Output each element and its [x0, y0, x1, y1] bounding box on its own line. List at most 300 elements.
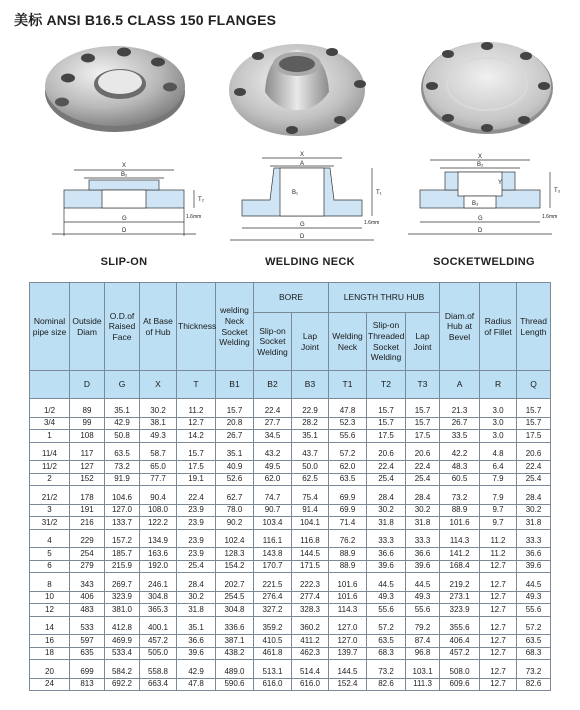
size-cell: 12 — [30, 604, 70, 617]
value-cell: 533.4 — [105, 647, 140, 660]
value-cell: 12.7 — [480, 604, 517, 617]
value-cell: 48.3 — [440, 461, 480, 474]
value-cell: 304.8 — [216, 604, 254, 617]
value-cell: 141.2 — [440, 548, 480, 561]
dim-x-label: X — [300, 152, 305, 158]
table-row — [30, 635, 551, 648]
value-cell: 62.0 — [329, 461, 367, 474]
value-cell: 12.7 — [480, 573, 517, 592]
value-cell: 31.8 — [517, 517, 551, 530]
value-cell: 219.2 — [440, 573, 480, 592]
code-cell: D — [70, 371, 105, 399]
header-bore: BORE — [254, 283, 329, 313]
value-cell: 44.5 — [406, 573, 440, 592]
code-cell: T — [177, 371, 216, 399]
value-cell: 73.2 — [105, 461, 140, 474]
value-cell: 76.2 — [329, 529, 367, 548]
header-outside: Outside Diam — [70, 283, 105, 371]
value-cell: 246.1 — [140, 573, 177, 592]
code-cell: T3 — [406, 371, 440, 399]
value-cell: 22.4 — [517, 461, 551, 474]
value-cell: 91.9 — [105, 473, 140, 486]
table-row — [30, 548, 551, 561]
value-cell: 42.9 — [177, 660, 216, 679]
value-cell: 75.4 — [292, 486, 329, 505]
header-base-hub: At Base of Hub — [140, 283, 177, 371]
value-cell: 215.9 — [105, 560, 140, 573]
value-cell: 813 — [70, 678, 105, 691]
value-cell: 39.6 — [406, 560, 440, 573]
value-cell: 489.0 — [216, 660, 254, 679]
value-cell: 12.7 — [480, 678, 517, 691]
dim-g-label: G — [300, 222, 305, 228]
value-cell: 171.5 — [292, 560, 329, 573]
value-cell: 22.4 — [177, 486, 216, 505]
code-cell: R — [480, 371, 517, 399]
value-cell: 254.5 — [216, 591, 254, 604]
value-cell: 108.0 — [140, 504, 177, 517]
code-cell: G — [105, 371, 140, 399]
table-row — [30, 616, 551, 635]
dim-d-label: D — [122, 228, 127, 234]
value-cell: 89 — [70, 399, 105, 418]
value-cell: 343 — [70, 573, 105, 592]
value-cell: 49.5 — [254, 461, 292, 474]
welding-neck-diagram — [222, 150, 398, 246]
value-cell: 127 — [70, 461, 105, 474]
value-cell: 25.4 — [367, 473, 406, 486]
value-cell: 14.2 — [177, 430, 216, 443]
header-welding-neck-socket: welding Neck Socket Welding — [216, 283, 254, 371]
value-cell: 127.0 — [329, 616, 367, 635]
dim-x-label: X — [122, 163, 127, 169]
header-raised: O.D.of Raised Face — [105, 283, 140, 371]
value-cell: 79.2 — [406, 616, 440, 635]
value-cell: 438.2 — [216, 647, 254, 660]
value-cell: 104.6 — [105, 486, 140, 505]
value-cell: 170.7 — [254, 560, 292, 573]
header-thickness: Thickness — [177, 283, 216, 371]
table-row — [30, 473, 551, 486]
table-row — [30, 517, 551, 530]
value-cell: 276.4 — [254, 591, 292, 604]
value-cell: 40.9 — [216, 461, 254, 474]
value-cell: 31.8 — [367, 517, 406, 530]
value-cell: 30.2 — [406, 504, 440, 517]
value-cell: 55.6 — [517, 604, 551, 617]
dim-fillet-label: 1.6mm — [364, 220, 380, 226]
size-cell: 3/4 — [30, 417, 70, 430]
value-cell: 202.7 — [216, 573, 254, 592]
code-cell: B1 — [216, 371, 254, 399]
value-cell: 20.6 — [367, 442, 406, 461]
value-cell: 483 — [70, 604, 105, 617]
header-slipon-threaded: Slip-on Threaded Socket Welding — [367, 313, 406, 371]
value-cell: 279 — [70, 560, 105, 573]
dim-x-label: X — [478, 154, 483, 160]
value-cell: 3.0 — [480, 430, 517, 443]
value-cell: 28.2 — [292, 417, 329, 430]
value-cell: 38.1 — [140, 417, 177, 430]
dim-d-label: D — [300, 234, 305, 240]
value-cell: 336.6 — [216, 616, 254, 635]
dim-fillet-label: 1.6mm — [186, 214, 202, 220]
code-cell: X — [140, 371, 177, 399]
value-cell: 108 — [70, 430, 105, 443]
value-cell: 15.7 — [177, 442, 216, 461]
code-blank — [30, 371, 70, 399]
value-cell: 117 — [70, 442, 105, 461]
value-cell: 133.7 — [105, 517, 140, 530]
value-cell: 44.5 — [367, 573, 406, 592]
value-cell: 411.2 — [292, 635, 329, 648]
value-cell: 144.5 — [292, 548, 329, 561]
value-cell: 63.5 — [517, 635, 551, 648]
value-cell: 17.5 — [406, 430, 440, 443]
value-cell: 122.2 — [140, 517, 177, 530]
value-cell: 513.1 — [254, 660, 292, 679]
value-cell: 60.5 — [440, 473, 480, 486]
value-cell: 47.8 — [177, 678, 216, 691]
size-cell: 1 — [30, 430, 70, 443]
value-cell: 533 — [70, 616, 105, 635]
value-cell: 73.2 — [517, 660, 551, 679]
value-cell: 15.7 — [517, 399, 551, 418]
value-cell: 104.1 — [292, 517, 329, 530]
value-cell: 7.9 — [480, 486, 517, 505]
value-cell: 62.5 — [292, 473, 329, 486]
value-cell: 62.0 — [254, 473, 292, 486]
table-row — [30, 399, 551, 418]
value-cell: 114.3 — [440, 529, 480, 548]
value-cell: 47.8 — [329, 399, 367, 418]
table-row — [30, 430, 551, 443]
value-cell: 221.5 — [254, 573, 292, 592]
value-cell: 69.9 — [329, 504, 367, 517]
table-row — [30, 604, 551, 617]
table-row — [30, 591, 551, 604]
table-body — [30, 399, 551, 691]
value-cell: 116.8 — [292, 529, 329, 548]
size-cell: 14 — [30, 616, 70, 635]
value-cell: 33.3 — [517, 529, 551, 548]
value-cell: 22.9 — [292, 399, 329, 418]
value-cell: 35.1 — [177, 616, 216, 635]
value-cell: 21.3 — [440, 399, 480, 418]
size-cell: 18 — [30, 647, 70, 660]
value-cell: 26.7 — [216, 430, 254, 443]
value-cell: 36.6 — [367, 548, 406, 561]
value-cell: 410.5 — [254, 635, 292, 648]
value-cell: 11.2 — [480, 529, 517, 548]
value-cell: 192.0 — [140, 560, 177, 573]
value-cell: 114.3 — [329, 604, 367, 617]
value-cell: 87.4 — [406, 635, 440, 648]
value-cell: 23.9 — [177, 517, 216, 530]
value-cell: 36.6 — [517, 548, 551, 561]
size-cell: 21/2 — [30, 486, 70, 505]
dim-b2-label: B₂ — [477, 162, 484, 168]
value-cell: 88.9 — [329, 560, 367, 573]
value-cell: 328.3 — [292, 604, 329, 617]
value-cell: 7.9 — [480, 473, 517, 486]
value-cell: 28.4 — [517, 486, 551, 505]
value-cell: 58.7 — [140, 442, 177, 461]
value-cell: 3.0 — [480, 417, 517, 430]
header-length: LENGTH THRU HUB — [329, 283, 440, 313]
caption-slip-on: SLIP-ON — [100, 256, 148, 268]
value-cell: 22.4 — [406, 461, 440, 474]
value-cell: 616.0 — [292, 678, 329, 691]
value-cell: 134.9 — [140, 529, 177, 548]
value-cell: 11.2 — [480, 548, 517, 561]
flange-spec-table — [29, 282, 551, 691]
value-cell: 9.7 — [480, 517, 517, 530]
dim-b3-label: B₃ — [472, 201, 479, 207]
value-cell: 597 — [70, 635, 105, 648]
value-cell: 62.7 — [216, 486, 254, 505]
value-cell: 514.4 — [292, 660, 329, 679]
value-cell: 44.5 — [517, 573, 551, 592]
value-cell: 28.4 — [367, 486, 406, 505]
value-cell: 28.4 — [406, 486, 440, 505]
welding-neck-flange-photo — [222, 32, 372, 140]
value-cell: 74.7 — [254, 486, 292, 505]
value-cell: 590.6 — [216, 678, 254, 691]
value-cell: 78.0 — [216, 504, 254, 517]
value-cell: 50.0 — [292, 461, 329, 474]
value-cell: 3.0 — [480, 399, 517, 418]
value-cell: 43.2 — [254, 442, 292, 461]
value-cell: 91.4 — [292, 504, 329, 517]
dim-g-label: G — [478, 216, 483, 222]
value-cell: 19.1 — [177, 473, 216, 486]
code-cell: B3 — [292, 371, 329, 399]
value-cell: 88.9 — [440, 504, 480, 517]
value-cell: 33.3 — [367, 529, 406, 548]
value-cell: 101.6 — [329, 591, 367, 604]
dim-y-label: Y — [498, 180, 503, 186]
value-cell: 128.3 — [216, 548, 254, 561]
table-row — [30, 573, 551, 592]
value-cell: 584.2 — [105, 660, 140, 679]
value-cell: 103.4 — [254, 517, 292, 530]
header-nominal: Nominal pipe size — [30, 283, 70, 371]
value-cell: 26.7 — [440, 417, 480, 430]
value-cell: 229 — [70, 529, 105, 548]
value-cell: 43.7 — [292, 442, 329, 461]
size-cell: 4 — [30, 529, 70, 548]
value-cell: 406 — [70, 591, 105, 604]
value-cell: 101.6 — [440, 517, 480, 530]
size-cell: 24 — [30, 678, 70, 691]
value-cell: 31.8 — [177, 604, 216, 617]
value-cell: 23.9 — [177, 548, 216, 561]
caption-welding-neck: WELDING NECK — [265, 256, 355, 268]
page-title: 美标 ANSI B16.5 CLASS 150 FLANGES — [14, 12, 277, 28]
value-cell: 103.1 — [406, 660, 440, 679]
value-cell: 35.1 — [292, 430, 329, 443]
size-cell: 11/4 — [30, 442, 70, 461]
dim-fillet-label: 1.6mm — [542, 214, 558, 220]
value-cell: 15.7 — [367, 417, 406, 430]
value-cell: 154.2 — [216, 560, 254, 573]
dim-b2-label: B₂ — [121, 172, 128, 178]
value-cell: 365.3 — [140, 604, 177, 617]
header-diam-hub: Diam.of Hub at Bevel — [440, 283, 480, 371]
value-cell: 616.0 — [254, 678, 292, 691]
value-cell: 82.6 — [367, 678, 406, 691]
value-cell: 6.4 — [480, 461, 517, 474]
value-cell: 49.3 — [140, 430, 177, 443]
value-cell: 11.2 — [177, 399, 216, 418]
value-cell: 25.4 — [406, 473, 440, 486]
size-cell: 16 — [30, 635, 70, 648]
caption-socketwelding: SOCKETWELDING — [433, 256, 535, 268]
size-cell: 20 — [30, 660, 70, 679]
value-cell: 22.4 — [367, 461, 406, 474]
dim-b1-label: B₁ — [292, 190, 299, 196]
value-cell: 15.7 — [367, 399, 406, 418]
value-cell: 25.4 — [177, 560, 216, 573]
code-cell: A — [440, 371, 480, 399]
dim-t2-label: T₂ — [198, 197, 204, 203]
value-cell: 20.8 — [216, 417, 254, 430]
header-lap-joint: Lap Joint — [292, 313, 329, 371]
value-cell: 387.1 — [216, 635, 254, 648]
size-cell: 3 — [30, 504, 70, 517]
header-radius: Radius of Fillet — [480, 283, 517, 371]
blind-flange-photo — [412, 32, 562, 140]
value-cell: 635 — [70, 647, 105, 660]
value-cell: 33.3 — [406, 529, 440, 548]
value-cell: 461.8 — [254, 647, 292, 660]
value-cell: 22.4 — [254, 399, 292, 418]
value-cell: 82.6 — [517, 678, 551, 691]
value-cell: 360.2 — [292, 616, 329, 635]
value-cell: 457.2 — [140, 635, 177, 648]
value-cell: 699 — [70, 660, 105, 679]
value-cell: 39.6 — [517, 560, 551, 573]
size-cell: 11/2 — [30, 461, 70, 474]
table-row — [30, 461, 551, 474]
value-cell: 381.0 — [105, 604, 140, 617]
dim-t1-label: T₁ — [376, 190, 382, 196]
value-cell: 68.3 — [517, 647, 551, 660]
code-cell: Q — [517, 371, 551, 399]
table-row — [30, 417, 551, 430]
value-cell: 505.0 — [140, 647, 177, 660]
value-cell: 63.5 — [367, 635, 406, 648]
value-cell: 412.8 — [105, 616, 140, 635]
table-row — [30, 529, 551, 548]
value-cell: 71.4 — [329, 517, 367, 530]
value-cell: 28.4 — [177, 573, 216, 592]
value-cell: 31.8 — [406, 517, 440, 530]
size-cell: 1/2 — [30, 399, 70, 418]
value-cell: 4.8 — [480, 442, 517, 461]
value-cell: 63.5 — [329, 473, 367, 486]
value-cell: 462.3 — [292, 647, 329, 660]
header-lap-joint-2: Lap Joint — [406, 313, 440, 371]
value-cell: 35.1 — [105, 399, 140, 418]
value-cell: 12.7 — [177, 417, 216, 430]
size-cell: 6 — [30, 560, 70, 573]
value-cell: 50.8 — [105, 430, 140, 443]
value-cell: 111.3 — [406, 678, 440, 691]
code-cell: T2 — [367, 371, 406, 399]
value-cell: 12.7 — [480, 616, 517, 635]
value-cell: 127.0 — [329, 635, 367, 648]
size-cell: 8 — [30, 573, 70, 592]
code-cell: B2 — [254, 371, 292, 399]
value-cell: 34.5 — [254, 430, 292, 443]
value-cell: 96.8 — [406, 647, 440, 660]
value-cell: 469.9 — [105, 635, 140, 648]
value-cell: 216 — [70, 517, 105, 530]
value-cell: 663.4 — [140, 678, 177, 691]
value-cell: 73.2 — [440, 486, 480, 505]
value-cell: 116.1 — [254, 529, 292, 548]
value-cell: 12.7 — [480, 660, 517, 679]
value-cell: 90.4 — [140, 486, 177, 505]
value-cell: 23.9 — [177, 529, 216, 548]
value-cell: 277.4 — [292, 591, 329, 604]
value-cell: 88.9 — [329, 548, 367, 561]
value-cell: 73.2 — [367, 660, 406, 679]
code-row — [30, 371, 551, 399]
value-cell: 65.0 — [140, 461, 177, 474]
size-cell: 5 — [30, 548, 70, 561]
value-cell: 15.7 — [216, 399, 254, 418]
value-cell: 12.7 — [480, 647, 517, 660]
value-cell: 101.6 — [329, 573, 367, 592]
table-row — [30, 560, 551, 573]
dim-d-label: D — [478, 228, 483, 234]
slip-on-flange-photo — [40, 32, 190, 140]
table-row — [30, 504, 551, 517]
value-cell: 33.5 — [440, 430, 480, 443]
value-cell: 17.5 — [367, 430, 406, 443]
value-cell: 15.7 — [406, 417, 440, 430]
value-cell: 12.7 — [480, 591, 517, 604]
value-cell: 269.7 — [105, 573, 140, 592]
table-row — [30, 486, 551, 505]
value-cell: 102.4 — [216, 529, 254, 548]
value-cell: 52.3 — [329, 417, 367, 430]
value-cell: 191 — [70, 504, 105, 517]
value-cell: 30.2 — [177, 591, 216, 604]
value-cell: 99 — [70, 417, 105, 430]
value-cell: 359.2 — [254, 616, 292, 635]
value-cell: 49.3 — [406, 591, 440, 604]
value-cell: 39.6 — [367, 560, 406, 573]
value-cell: 12.7 — [480, 635, 517, 648]
value-cell: 143.8 — [254, 548, 292, 561]
value-cell: 20.6 — [517, 442, 551, 461]
table-row — [30, 442, 551, 461]
value-cell: 20.6 — [406, 442, 440, 461]
value-cell: 25.4 — [517, 473, 551, 486]
size-cell: 10 — [30, 591, 70, 604]
value-cell: 36.6 — [177, 635, 216, 648]
value-cell: 127.0 — [105, 504, 140, 517]
size-cell: 31/2 — [30, 517, 70, 530]
value-cell: 90.2 — [216, 517, 254, 530]
value-cell: 57.2 — [517, 616, 551, 635]
value-cell: 49.3 — [367, 591, 406, 604]
header-welding-neck: Welding Neck — [329, 313, 367, 371]
